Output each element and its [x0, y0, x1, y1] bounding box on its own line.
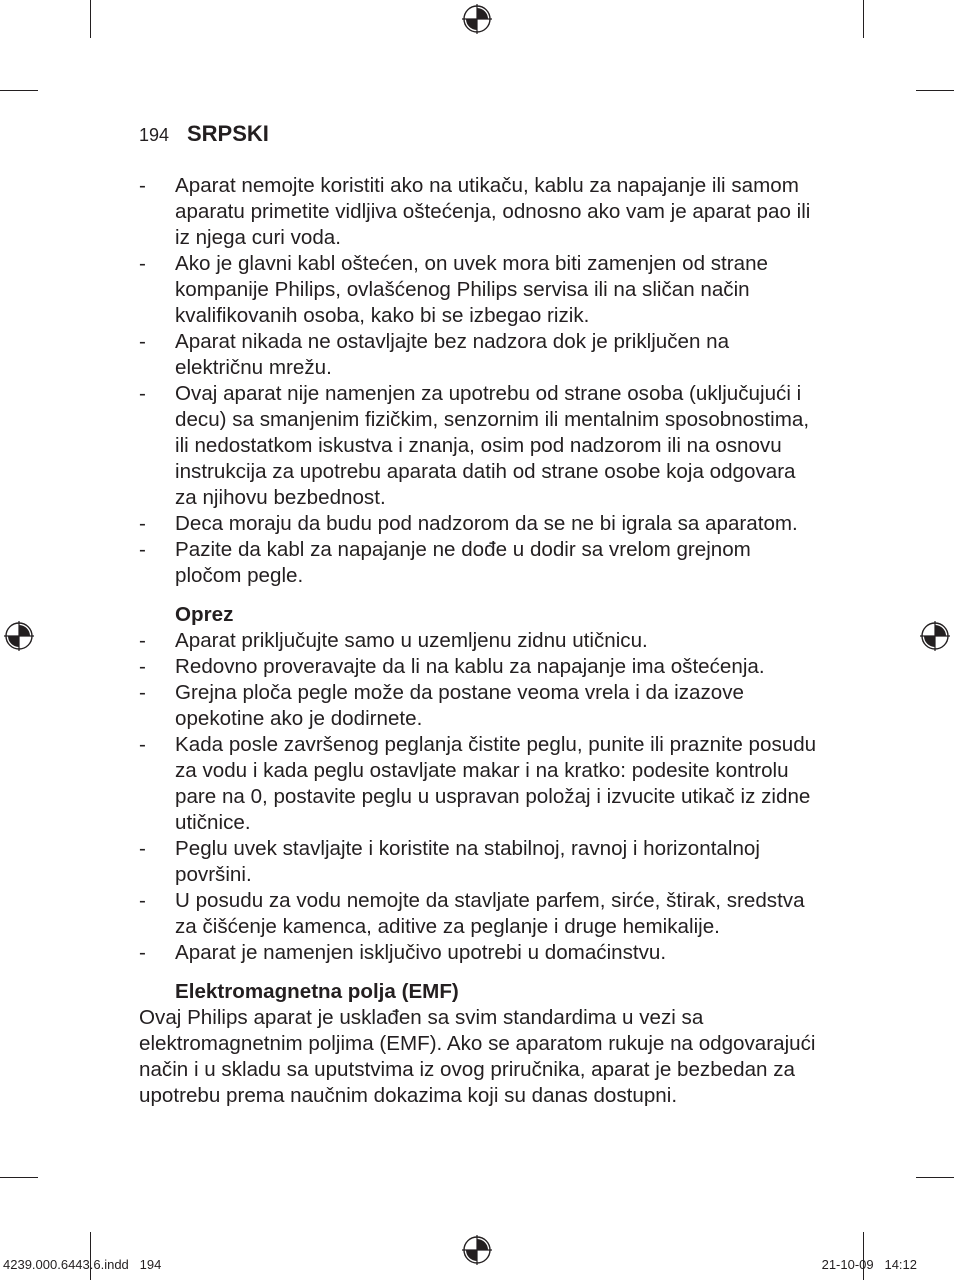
crop-mark [863, 1232, 864, 1280]
list-item: - Ovaj aparat nije namenjen za upotrebu od strane osoba (uključujući i decu) sa smanjenim fizičkim, senzornim ili mentalnim sposobnostima, ili nedostatkom iskustva i znanja, osim pod nadzorom ili na osnovu instrukcija za upotrebu aparata datih od strane osobe koja odgovara za njihovu bezbednost. [139, 382, 810, 509]
crop-mark [90, 0, 91, 38]
crop-mark [90, 1232, 91, 1280]
language-title: SRPSKI [187, 121, 269, 146]
registration-mark-icon [462, 4, 492, 34]
list-item: - Pazite da kabl za napajanje ne dođe u dodir sa vrelom grejnom pločom pegle. [139, 538, 751, 587]
list-item: - Redovno proveravajte da li na kablu za napajanje ima oštećenja. [139, 655, 765, 678]
list-item: - Ako je glavni kabl oštećen, on uvek mora biti zamenjen od strane kompanije Philips, ovlašćenog Philips servisa ili na sličan način kvalifikovanih osoba, kako bi se izbegao rizik. [139, 252, 768, 327]
section-heading-emf: Elektromagnetna polja (EMF) [175, 980, 459, 1003]
list-item: - Aparat nemojte koristiti ako na utikaču, kablu za napajanje ili samom aparatu primetite vidljiva oštećenja, odnosno ako vam je aparat pao ili iz njega curi voda. [139, 174, 811, 249]
emf-paragraph: Ovaj Philips aparat je usklađen sa svim standardima u vezi sa elektromagnetnim poljima (EMF). Ako se aparatom rukuje na odgovarajući način i u skladu sa uputstvima iz ovog priručnika, aparat je bezbedan za upotrebu prema naučnim dokazima koji su danas dostupni. [139, 1006, 816, 1107]
page-number: 194 [139, 125, 170, 145]
list-item: - Grejna ploča pegle može da postane veoma vrela i da izazove opekotine ako je dodirnete. [139, 681, 744, 730]
list-item: - U posudu za vodu nemojte da stavljate parfem, sirće, štirak, sredstva za čišćenje kamenca, aditive za peglanje i druge hemikalije. [139, 889, 805, 938]
footer-file-info: 4239.000.6443.6.indd 194 [3, 1257, 162, 1272]
list-item: - Aparat priključujte samo u uzemljenu zidnu utičnicu. [139, 629, 648, 652]
crop-mark [916, 90, 954, 91]
footer-date: 21-10-09 14:12 [821, 1257, 917, 1272]
crop-mark [916, 1177, 954, 1178]
list-item: - Kada posle završenog peglanja čistite peglu, punite ili praznite posudu za vodu i kada peglu ostavljate makar i na kratko: podesite kontrolu pare na 0, postavite peglu u uspravan položaj i izvucite utikač iz zidne utičnice. [139, 733, 817, 834]
crop-mark [0, 1177, 38, 1178]
page-content [139, 173, 819, 1109]
section-heading-caution: Oprez [175, 603, 234, 626]
registration-mark-icon [4, 621, 34, 651]
registration-mark-icon [462, 1235, 492, 1265]
crop-mark [863, 0, 864, 38]
list-item: - Aparat nikada ne ostavljajte bez nadzora dok je priključen na električnu mrežu. [139, 330, 730, 379]
list-item: - Aparat je namenjen isključivo upotrebi u domaćinstvu. [139, 941, 667, 964]
registration-mark-icon [920, 621, 950, 651]
list-item: - Peglu uvek stavljajte i koristite na stabilnoj, ravnoj i horizontalnoj površini. [139, 837, 760, 886]
list-item: - Deca moraju da budu pod nadzorom da se ne bi igrala sa aparatom. [139, 512, 798, 535]
crop-mark [0, 90, 38, 91]
